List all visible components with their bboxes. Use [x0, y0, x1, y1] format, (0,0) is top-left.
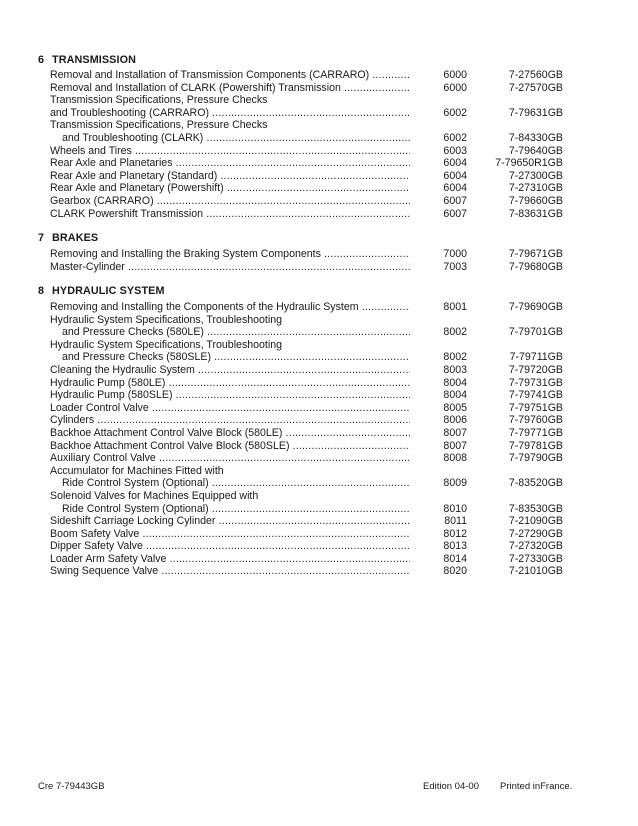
toc-entry: [50, 339, 563, 352]
section-title: [38, 54, 136, 66]
toc-entry-section-code: 6003: [410, 145, 467, 158]
toc-entry-reference: 7-27330GB: [508, 552, 563, 565]
toc-entry-title: Ride Control System (Optional) .....: [50, 503, 440, 516]
toc-entry-reference: 7-27300GB: [508, 169, 563, 182]
toc-entry-section-code: 8020: [410, 565, 467, 578]
toc-entry-title: Gearbox (CARRARO) .....: [50, 195, 440, 208]
toc-entry-title: Hydraulic System Specifications, Troubleshooting: [50, 338, 282, 351]
toc-entry-title: Hydraulic Pump (580SLE) .....: [50, 389, 440, 402]
toc-entry-reference: 7-79720GB: [508, 363, 563, 376]
toc-entry: [50, 69, 563, 82]
toc-entry: [50, 94, 563, 107]
toc-entry: [50, 528, 563, 541]
toc-entry-title: Hydraulic System Specifications, Troubleshooting: [50, 313, 282, 326]
toc-entry: [50, 107, 563, 120]
toc-entry: [50, 389, 563, 402]
footer-printed-in: Printed inFrance.: [500, 781, 573, 792]
toc-entry-section-code: 8001: [410, 301, 467, 314]
toc-entry: [50, 82, 563, 95]
toc-entry-reference: 7-21090GB: [508, 515, 563, 528]
toc-entry-reference: 7-79741GB: [508, 389, 563, 402]
toc-entry: [50, 490, 563, 503]
toc-entry: [50, 314, 563, 327]
toc-entry-reference: 7-79640GB: [508, 144, 563, 157]
toc-entry: [50, 170, 563, 183]
toc-entry-title: Rear Axle and Planetary (Powershift) .....: [50, 182, 440, 195]
toc-entry-section-code: 8003: [410, 364, 467, 377]
toc-entry: [50, 452, 563, 465]
toc-entry-reference: 7-27290GB: [508, 527, 563, 540]
toc-entry-section-code: 6002: [410, 132, 467, 145]
toc-entry-section-code: 6004: [410, 157, 467, 170]
toc-entry-reference: 7-21010GB: [508, 565, 563, 578]
toc-entry-reference: 7-79631GB: [508, 106, 563, 119]
toc-entry: [50, 364, 563, 377]
toc-entry-title: Master-Cylinder .....: [50, 261, 440, 274]
toc-entry: [50, 540, 563, 553]
toc-entry-reference: 7-79771GB: [508, 426, 563, 439]
toc-entry-section-code: 8002: [410, 351, 467, 364]
toc-entry: [50, 465, 563, 478]
toc-entry-title: Backhoe Attachment Control Valve Block (580SLE) .....: [50, 440, 440, 453]
toc-entry-reference: 7-79711GB: [509, 351, 563, 364]
toc-entry-reference: 7-83631GB: [508, 207, 563, 220]
toc-entry: [50, 565, 563, 578]
footer-document-number: Cre 7-79443GB: [38, 781, 105, 792]
toc-entry-section-code: 7000: [410, 248, 467, 261]
toc-entry-title: Removing and Installing the Braking System Components .....: [50, 248, 440, 261]
section-title: [38, 232, 98, 244]
toc-entry: [50, 195, 563, 208]
toc-entry-reference: 7-79690GB: [508, 301, 563, 313]
toc-entry: [50, 377, 563, 390]
toc-entry: [50, 301, 563, 314]
toc-entry-reference: 7-79751GB: [508, 401, 563, 414]
toc-entry-title: Solenoid Valves for Machines Equipped with: [50, 489, 259, 502]
toc-entry-title: and Pressure Checks (580SLE) .....: [50, 351, 440, 364]
toc-entry-section-code: 8012: [410, 528, 467, 541]
section-entry-list: [50, 69, 563, 220]
toc-entry-title: and Troubleshooting (CARRARO) .....: [50, 107, 440, 120]
toc-entry-section-code: 8009: [410, 477, 467, 490]
toc-entry-title: Rear Axle and Planetary (Standard) .....: [50, 170, 440, 183]
toc-entry-section-code: 6007: [410, 208, 467, 221]
section-entry-list: [50, 248, 563, 273]
toc-entry-reference: 7-83520GB: [508, 477, 563, 490]
toc-entry-reference: 7-79650R1GB: [495, 157, 563, 170]
toc-entry: [50, 553, 563, 566]
toc-entry-section-code: 8008: [410, 452, 467, 465]
toc-entry-section-code: 8006: [410, 414, 467, 427]
toc-entry: [50, 261, 563, 274]
toc-entry-section-code: 8011: [410, 515, 467, 528]
toc-entry-title: Removing and Installing the Components of the Hydraulic System .....: [50, 301, 440, 314]
toc-entry: [50, 145, 563, 158]
section-title: [38, 285, 165, 297]
toc-entry-title: Cleaning the Hydraulic System .....: [50, 364, 440, 377]
toc-entry-title: Hydraulic Pump (580LE) .....: [50, 377, 440, 390]
toc-entry-section-code: 8002: [410, 326, 467, 339]
toc-entry-title: Loader Arm Safety Valve .....: [50, 553, 440, 566]
toc-entry: [50, 182, 563, 195]
toc-entry-reference: 7-27320GB: [508, 540, 563, 553]
toc-entry-title: Transmission Specifications, Pressure Checks: [50, 119, 268, 132]
toc-entry-section-code: 6004: [410, 182, 467, 195]
toc-entry-section-code: 6007: [410, 195, 467, 208]
toc-entry-title: Removal and Installation of CLARK (Powershift) Transmission .....: [50, 82, 440, 95]
toc-entry-reference: 7-27560GB: [508, 69, 563, 81]
toc-entry-title: and Pressure Checks (580LE) .....: [50, 326, 440, 339]
toc-entry-title: Dipper Safety Valve .....: [50, 540, 440, 553]
toc-entry: [50, 402, 563, 415]
toc-entry-title: CLARK Powershift Transmission .....: [50, 208, 440, 221]
toc-entry-title: Rear Axle and Planetaries .....: [50, 157, 440, 170]
toc-entry-section-code: 8013: [410, 540, 467, 553]
toc-entry-section-code: 8004: [410, 377, 467, 390]
toc-entry-reference: 7-79760GB: [508, 414, 563, 427]
toc-entry-title: Transmission Specifications, Pressure Checks: [50, 94, 268, 107]
toc-entry: [50, 208, 563, 221]
toc-entry: [50, 503, 563, 516]
toc-entry-section-code: 8004: [410, 389, 467, 402]
toc-entry-title: Accumulator for Machines Fitted with: [50, 464, 224, 477]
toc-entry-title: Wheels and Tires .....: [50, 145, 440, 158]
toc-entry-reference: 7-79790GB: [508, 452, 563, 465]
toc-entry-title: Backhoe Attachment Control Valve Block (580LE) .....: [50, 427, 440, 440]
toc-entry-title: Ride Control System (Optional) .....: [50, 477, 440, 490]
toc-entry-reference: 7-27310GB: [508, 182, 563, 195]
toc-entry: [50, 477, 563, 490]
toc-entry: [50, 414, 563, 427]
toc-entry-reference: 7-79660GB: [508, 194, 563, 207]
toc-entry-reference: 7-79731GB: [508, 376, 563, 389]
toc-entry: [50, 248, 563, 261]
toc-entry-reference: 7-83530GB: [508, 502, 563, 515]
section-title-text: TRANSMISSION: [52, 54, 136, 66]
section-title-text: BRAKES: [52, 232, 99, 244]
toc-entry: [50, 427, 563, 440]
toc-entry-section-code: 8010: [410, 503, 467, 516]
toc-entry-title: Loader Control Valve .....: [50, 402, 440, 415]
toc-entry-section-code: 8007: [410, 440, 467, 453]
toc-entry-title: Auxiliary Control Valve .....: [50, 452, 440, 465]
section-number: 8: [38, 285, 45, 297]
toc-entry-section-code: 7003: [410, 261, 467, 274]
toc-entry-reference: 7-84330GB: [508, 131, 563, 144]
footer-edition: Edition 04-00: [423, 781, 479, 792]
section-number: 7: [38, 232, 45, 244]
toc-entry-section-code: 8007: [410, 427, 467, 440]
toc-entry-reference: 7-79680GB: [508, 260, 563, 273]
section-title-text: HYDRAULIC SYSTEM: [52, 285, 165, 297]
toc-entry-title: Removal and Installation of Transmission Components (CARRARO) .....: [50, 69, 440, 82]
toc-entry: [50, 132, 563, 145]
section-entry-list: [50, 301, 563, 578]
toc-entry-reference: 7-27570GB: [508, 81, 563, 94]
toc-entry-section-code: 6000: [410, 69, 467, 82]
toc-entry-section-code: 8014: [410, 553, 467, 566]
toc-entry: [50, 326, 563, 339]
toc-entry-reference: 7-79671GB: [508, 248, 563, 260]
toc-entry-title: Sideshift Carriage Locking Cylinder .....: [50, 515, 440, 528]
toc-entry-title: Boom Safety Valve .....: [50, 528, 440, 541]
toc-entry: [50, 440, 563, 453]
toc-entry: [50, 515, 563, 528]
toc-entry: [50, 157, 563, 170]
toc-entry-section-code: 6004: [410, 170, 467, 183]
toc-entry-title: Swing Sequence Valve .....: [50, 565, 440, 578]
toc-entry-reference: 7-79701GB: [508, 326, 563, 339]
toc-entry: [50, 351, 563, 364]
section-number: 6: [38, 54, 45, 66]
toc-entry-title: Cylinders .....: [50, 414, 440, 427]
toc-entry-section-code: 6000: [410, 82, 467, 95]
toc-entry-title: and Troubleshooting (CLARK) .....: [50, 132, 440, 145]
toc-entry: [50, 119, 563, 132]
toc-entry-reference: 7-79781GB: [508, 439, 563, 452]
toc-entry-section-code: 8005: [410, 402, 467, 415]
toc-entry-section-code: 6002: [410, 107, 467, 120]
